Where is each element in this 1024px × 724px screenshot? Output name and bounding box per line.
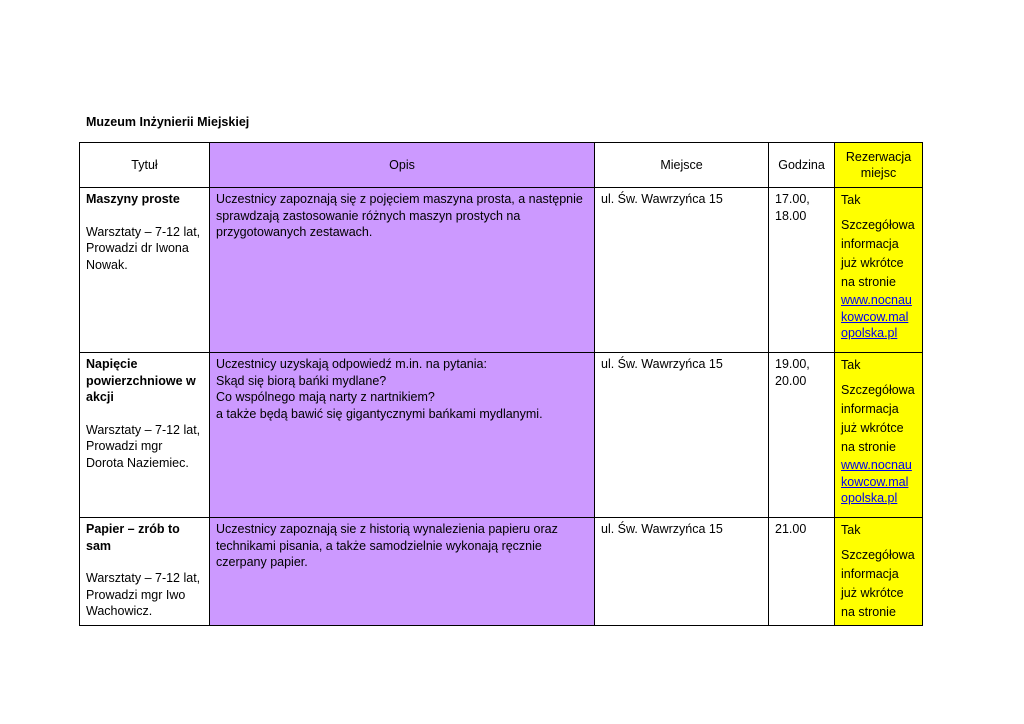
reservation-info-line: Szczegółowa [841,383,915,397]
reservation-link[interactable]: www.nocnau [841,293,912,307]
event-title: Napięcie powierzchniowe w akcji [86,357,196,404]
event-workshop: Warsztaty – 7-12 lat, [86,224,201,239]
reservation-info-line: na stronie [841,440,896,454]
cell-tytul [80,353,210,518]
event-host: Prowadzi mgr Iwo Wachowicz. [86,587,186,618]
column-header-opis: Opis [210,143,595,188]
reservation-info-line: już wkrótce [841,421,904,435]
reservation-link[interactable]: kowcow.mal [841,309,909,324]
page-title: Muzeum Inżynierii Miejskiej [86,115,250,129]
column-header-godzina: Godzina [769,143,835,188]
cell-godzina: 17.00, 18.00 [769,188,835,353]
column-header-rezerwacja: Rezerwacja miejsc [835,143,923,188]
cell-miejsce: ul. Św. Wawrzyńca 15 [595,518,769,626]
reservation-info-line: na stronie [841,275,896,289]
cell-rezerwacja [835,518,923,626]
cell-rezerwacja [835,353,923,518]
reservation-info-line: Szczegółowa [841,548,915,562]
event-description-line: Skąd się biorą bańki mydlane? [216,373,387,388]
table-row [80,188,923,353]
event-host: Prowadzi dr Iwona Nowak. [86,241,189,272]
events-table [79,142,923,626]
cell-miejsce: ul. Św. Wawrzyńca 15 [595,188,769,353]
reservation-info-line: na stronie [841,605,896,619]
cell-godzina: 21.00 [769,518,835,626]
event-title: Papier – zrób to sam [86,522,180,553]
cell-tytul [80,518,210,626]
event-title: Maszyny proste [86,192,180,206]
reservation-info-line: informacja [841,237,899,251]
reservation-link[interactable]: kowcow.mal [841,474,909,489]
cell-godzina: 19.00, 20.00 [769,353,835,518]
cell-opis [210,188,595,353]
reservation-info-line: już wkrótce [841,586,904,600]
cell-opis [210,353,595,518]
cell-miejsce: ul. Św. Wawrzyńca 15 [595,353,769,518]
reservation-status: Tak [841,193,861,207]
reservation-info-line: informacja [841,402,899,416]
reservation-info-line: Szczegółowa [841,218,915,232]
event-workshop: Warsztaty – 7-12 lat, [86,422,201,437]
event-description-line: a także będą bawić się gigantycznymi bańkami mydlanymi. [216,406,543,421]
event-description-line: Uczestnicy zapoznają sie z historią wynalezienia papieru oraz technikami pisania, a także samodzielnie wykonają ręcznie czerpany papier. [216,522,558,569]
reservation-link[interactable]: opolska.pl [841,326,898,340]
table-header-row [80,143,923,188]
column-header-miejsce: Miejsce [595,143,769,188]
reservation-info-line: informacja [841,567,899,581]
reservation-link[interactable]: opolska.pl [841,491,898,505]
event-host: Prowadzi mgr Dorota Naziemiec. [86,439,189,470]
table-row [80,518,923,626]
cell-opis [210,518,595,626]
reservation-status: Tak [841,358,861,372]
event-description-line: Uczestnicy uzyskają odpowiedź m.in. na pytania: [216,357,487,371]
event-workshop: Warsztaty – 7-12 lat, [86,571,201,585]
event-description-line: Co wspólnego mają narty z nartnikiem? [216,390,435,404]
event-description-line: Uczestnicy zapoznają się z pojęciem maszyna prosta, a następnie sprawdzają zastosowanie różnych maszyn prostych na przygotowanych zestawach. [216,192,583,239]
reservation-info-line: już wkrótce [841,256,904,270]
cell-tytul [80,188,210,353]
table-row [80,353,923,518]
reservation-link[interactable]: www.nocnau [841,458,912,472]
column-header-tytul: Tytuł [80,143,210,188]
reservation-status: Tak [841,523,861,537]
cell-rezerwacja [835,188,923,353]
